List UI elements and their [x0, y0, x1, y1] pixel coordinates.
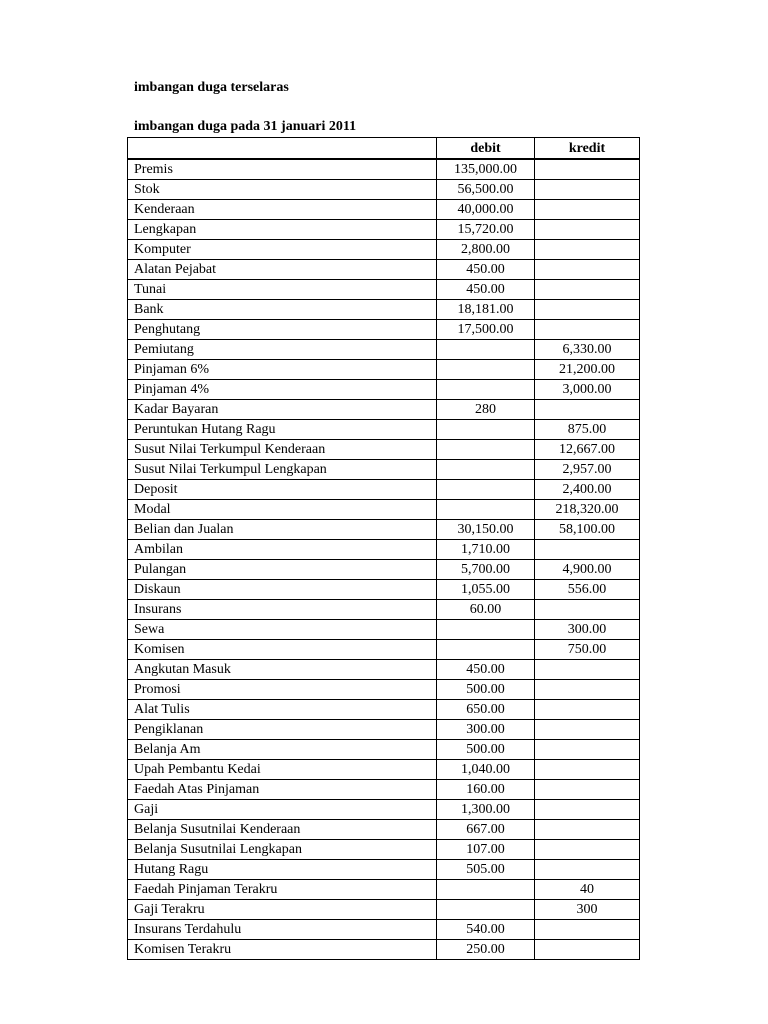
table-row	[128, 740, 640, 760]
debit-cell	[437, 380, 535, 400]
table-row	[128, 240, 640, 260]
table-row	[128, 360, 640, 380]
table-row	[128, 660, 640, 680]
table-row	[128, 920, 640, 940]
account-name-cell: Pemiutang	[128, 340, 437, 360]
table-row	[128, 260, 640, 280]
table-row	[128, 440, 640, 460]
debit-cell	[437, 420, 535, 440]
debit-cell	[437, 640, 535, 660]
debit-cell: 40,000.00	[437, 200, 535, 220]
table-row	[128, 620, 640, 640]
account-name-cell: Pengiklanan	[128, 720, 437, 740]
account-name-cell: Stok	[128, 180, 437, 200]
account-name-cell: Ambilan	[128, 540, 437, 560]
debit-cell: 667.00	[437, 820, 535, 840]
table-row	[128, 720, 640, 740]
kredit-cell	[535, 840, 640, 860]
kredit-cell: 4,900.00	[535, 560, 640, 580]
table-row	[128, 320, 640, 340]
account-name-cell: Komputer	[128, 240, 437, 260]
debit-cell: 135,000.00	[437, 159, 535, 180]
header-kredit: kredit	[535, 138, 640, 160]
table-row	[128, 840, 640, 860]
table-row	[128, 800, 640, 820]
debit-cell	[437, 340, 535, 360]
account-name-cell: Penghutang	[128, 320, 437, 340]
debit-cell: 250.00	[437, 940, 535, 960]
debit-cell: 300.00	[437, 720, 535, 740]
debit-cell: 56,500.00	[437, 180, 535, 200]
kredit-cell	[535, 200, 640, 220]
debit-cell: 2,800.00	[437, 240, 535, 260]
account-name-cell: Modal	[128, 500, 437, 520]
kredit-cell	[535, 720, 640, 740]
account-name-cell: Deposit	[128, 480, 437, 500]
table-row	[128, 380, 640, 400]
kredit-cell: 875.00	[535, 420, 640, 440]
table-row	[128, 200, 640, 220]
debit-cell: 1,055.00	[437, 580, 535, 600]
header-debit: debit	[437, 138, 535, 160]
table-row	[128, 760, 640, 780]
debit-cell	[437, 620, 535, 640]
table-row	[128, 520, 640, 540]
kredit-cell	[535, 320, 640, 340]
kredit-cell	[535, 400, 640, 420]
debit-cell: 500.00	[437, 740, 535, 760]
kredit-cell	[535, 660, 640, 680]
kredit-cell: 300	[535, 900, 640, 920]
debit-cell	[437, 500, 535, 520]
debit-cell: 1,040.00	[437, 760, 535, 780]
debit-cell: 650.00	[437, 700, 535, 720]
kredit-cell	[535, 240, 640, 260]
table-row	[128, 680, 640, 700]
debit-cell	[437, 480, 535, 500]
debit-cell	[437, 460, 535, 480]
debit-cell: 15,720.00	[437, 220, 535, 240]
debit-cell	[437, 900, 535, 920]
account-name-cell: Hutang Ragu	[128, 860, 437, 880]
kredit-cell: 40	[535, 880, 640, 900]
document-subtitle: imbangan duga pada 31 januari 2011	[134, 119, 357, 134]
kredit-cell: 2,957.00	[535, 460, 640, 480]
table-row	[128, 480, 640, 500]
kredit-cell: 218,320.00	[535, 500, 640, 520]
table-row	[128, 400, 640, 420]
kredit-cell	[535, 800, 640, 820]
account-name-cell: Susut Nilai Terkumpul Lengkapan	[128, 460, 437, 480]
kredit-cell	[535, 300, 640, 320]
table-row	[128, 940, 640, 960]
account-name-cell: Susut Nilai Terkumpul Kenderaan	[128, 440, 437, 460]
table-body	[128, 159, 640, 960]
table-row	[128, 820, 640, 840]
account-name-cell: Alat Tulis	[128, 700, 437, 720]
table-row	[128, 460, 640, 480]
kredit-cell: 300.00	[535, 620, 640, 640]
account-name-cell: Pinjaman 4%	[128, 380, 437, 400]
debit-cell: 107.00	[437, 840, 535, 860]
account-name-cell: Lengkapan	[128, 220, 437, 240]
debit-cell	[437, 880, 535, 900]
debit-cell	[437, 360, 535, 380]
kredit-cell	[535, 860, 640, 880]
kredit-cell	[535, 700, 640, 720]
table-row	[128, 500, 640, 520]
kredit-cell: 12,667.00	[535, 440, 640, 460]
debit-cell: 5,700.00	[437, 560, 535, 580]
kredit-cell: 6,330.00	[535, 340, 640, 360]
kredit-cell: 3,000.00	[535, 380, 640, 400]
kredit-cell	[535, 780, 640, 800]
account-name-cell: Insurans Terdahulu	[128, 920, 437, 940]
account-name-cell: Upah Pembantu Kedai	[128, 760, 437, 780]
kredit-cell: 21,200.00	[535, 360, 640, 380]
table-row	[128, 159, 640, 180]
kredit-cell	[535, 760, 640, 780]
account-name-cell: Komisen Terakru	[128, 940, 437, 960]
account-name-cell: Belian dan Jualan	[128, 520, 437, 540]
debit-cell: 17,500.00	[437, 320, 535, 340]
account-name-cell: Gaji Terakru	[128, 900, 437, 920]
table-row	[128, 580, 640, 600]
debit-cell: 500.00	[437, 680, 535, 700]
debit-cell: 30,150.00	[437, 520, 535, 540]
account-name-cell: Insurans	[128, 600, 437, 620]
debit-cell	[437, 440, 535, 460]
account-name-cell: Premis	[128, 159, 437, 180]
table-row	[128, 880, 640, 900]
table-row	[128, 300, 640, 320]
debit-cell: 450.00	[437, 660, 535, 680]
debit-cell: 450.00	[437, 260, 535, 280]
debit-cell: 18,181.00	[437, 300, 535, 320]
account-name-cell: Sewa	[128, 620, 437, 640]
kredit-cell	[535, 600, 640, 620]
table-row	[128, 560, 640, 580]
account-name-cell: Faedah Atas Pinjaman	[128, 780, 437, 800]
account-name-cell: Komisen	[128, 640, 437, 660]
account-name-cell: Diskaun	[128, 580, 437, 600]
account-name-cell: Angkutan Masuk	[128, 660, 437, 680]
kredit-cell	[535, 920, 640, 940]
account-name-cell: Pinjaman 6%	[128, 360, 437, 380]
table-row	[128, 860, 640, 880]
debit-cell: 540.00	[437, 920, 535, 940]
account-name-cell: Kadar Bayaran	[128, 400, 437, 420]
trial-balance-table	[127, 137, 640, 960]
table-row	[128, 220, 640, 240]
table-row	[128, 700, 640, 720]
kredit-cell	[535, 820, 640, 840]
debit-cell: 505.00	[437, 860, 535, 880]
kredit-cell: 750.00	[535, 640, 640, 660]
kredit-cell	[535, 220, 640, 240]
account-name-cell: Alatan Pejabat	[128, 260, 437, 280]
table-row	[128, 340, 640, 360]
account-name-cell: Bank	[128, 300, 437, 320]
kredit-cell	[535, 260, 640, 280]
debit-cell: 1,710.00	[437, 540, 535, 560]
table-row	[128, 900, 640, 920]
kredit-cell	[535, 540, 640, 560]
kredit-cell	[535, 159, 640, 180]
debit-cell: 60.00	[437, 600, 535, 620]
account-name-cell: Belanja Am	[128, 740, 437, 760]
account-name-cell: Peruntukan Hutang Ragu	[128, 420, 437, 440]
kredit-cell	[535, 940, 640, 960]
header-account	[128, 138, 437, 160]
table-row	[128, 640, 640, 660]
table-row	[128, 600, 640, 620]
account-name-cell: Promosi	[128, 680, 437, 700]
kredit-cell	[535, 280, 640, 300]
account-name-cell: Tunai	[128, 280, 437, 300]
account-name-cell: Pulangan	[128, 560, 437, 580]
document-title: imbangan duga terselaras	[134, 80, 289, 95]
debit-cell: 280	[437, 400, 535, 420]
account-name-cell: Faedah Pinjaman Terakru	[128, 880, 437, 900]
table-row	[128, 180, 640, 200]
account-name-cell: Belanja Susutnilai Kenderaan	[128, 820, 437, 840]
debit-cell: 1,300.00	[437, 800, 535, 820]
kredit-cell	[535, 740, 640, 760]
table-row	[128, 420, 640, 440]
account-name-cell: Kenderaan	[128, 200, 437, 220]
debit-cell: 450.00	[437, 280, 535, 300]
kredit-cell: 58,100.00	[535, 520, 640, 540]
account-name-cell: Gaji	[128, 800, 437, 820]
debit-cell: 160.00	[437, 780, 535, 800]
kredit-cell	[535, 180, 640, 200]
kredit-cell: 556.00	[535, 580, 640, 600]
table-row	[128, 280, 640, 300]
kredit-cell	[535, 680, 640, 700]
table-header-row	[128, 138, 640, 160]
table-row	[128, 780, 640, 800]
account-name-cell: Belanja Susutnilai Lengkapan	[128, 840, 437, 860]
table-row	[128, 540, 640, 560]
kredit-cell: 2,400.00	[535, 480, 640, 500]
